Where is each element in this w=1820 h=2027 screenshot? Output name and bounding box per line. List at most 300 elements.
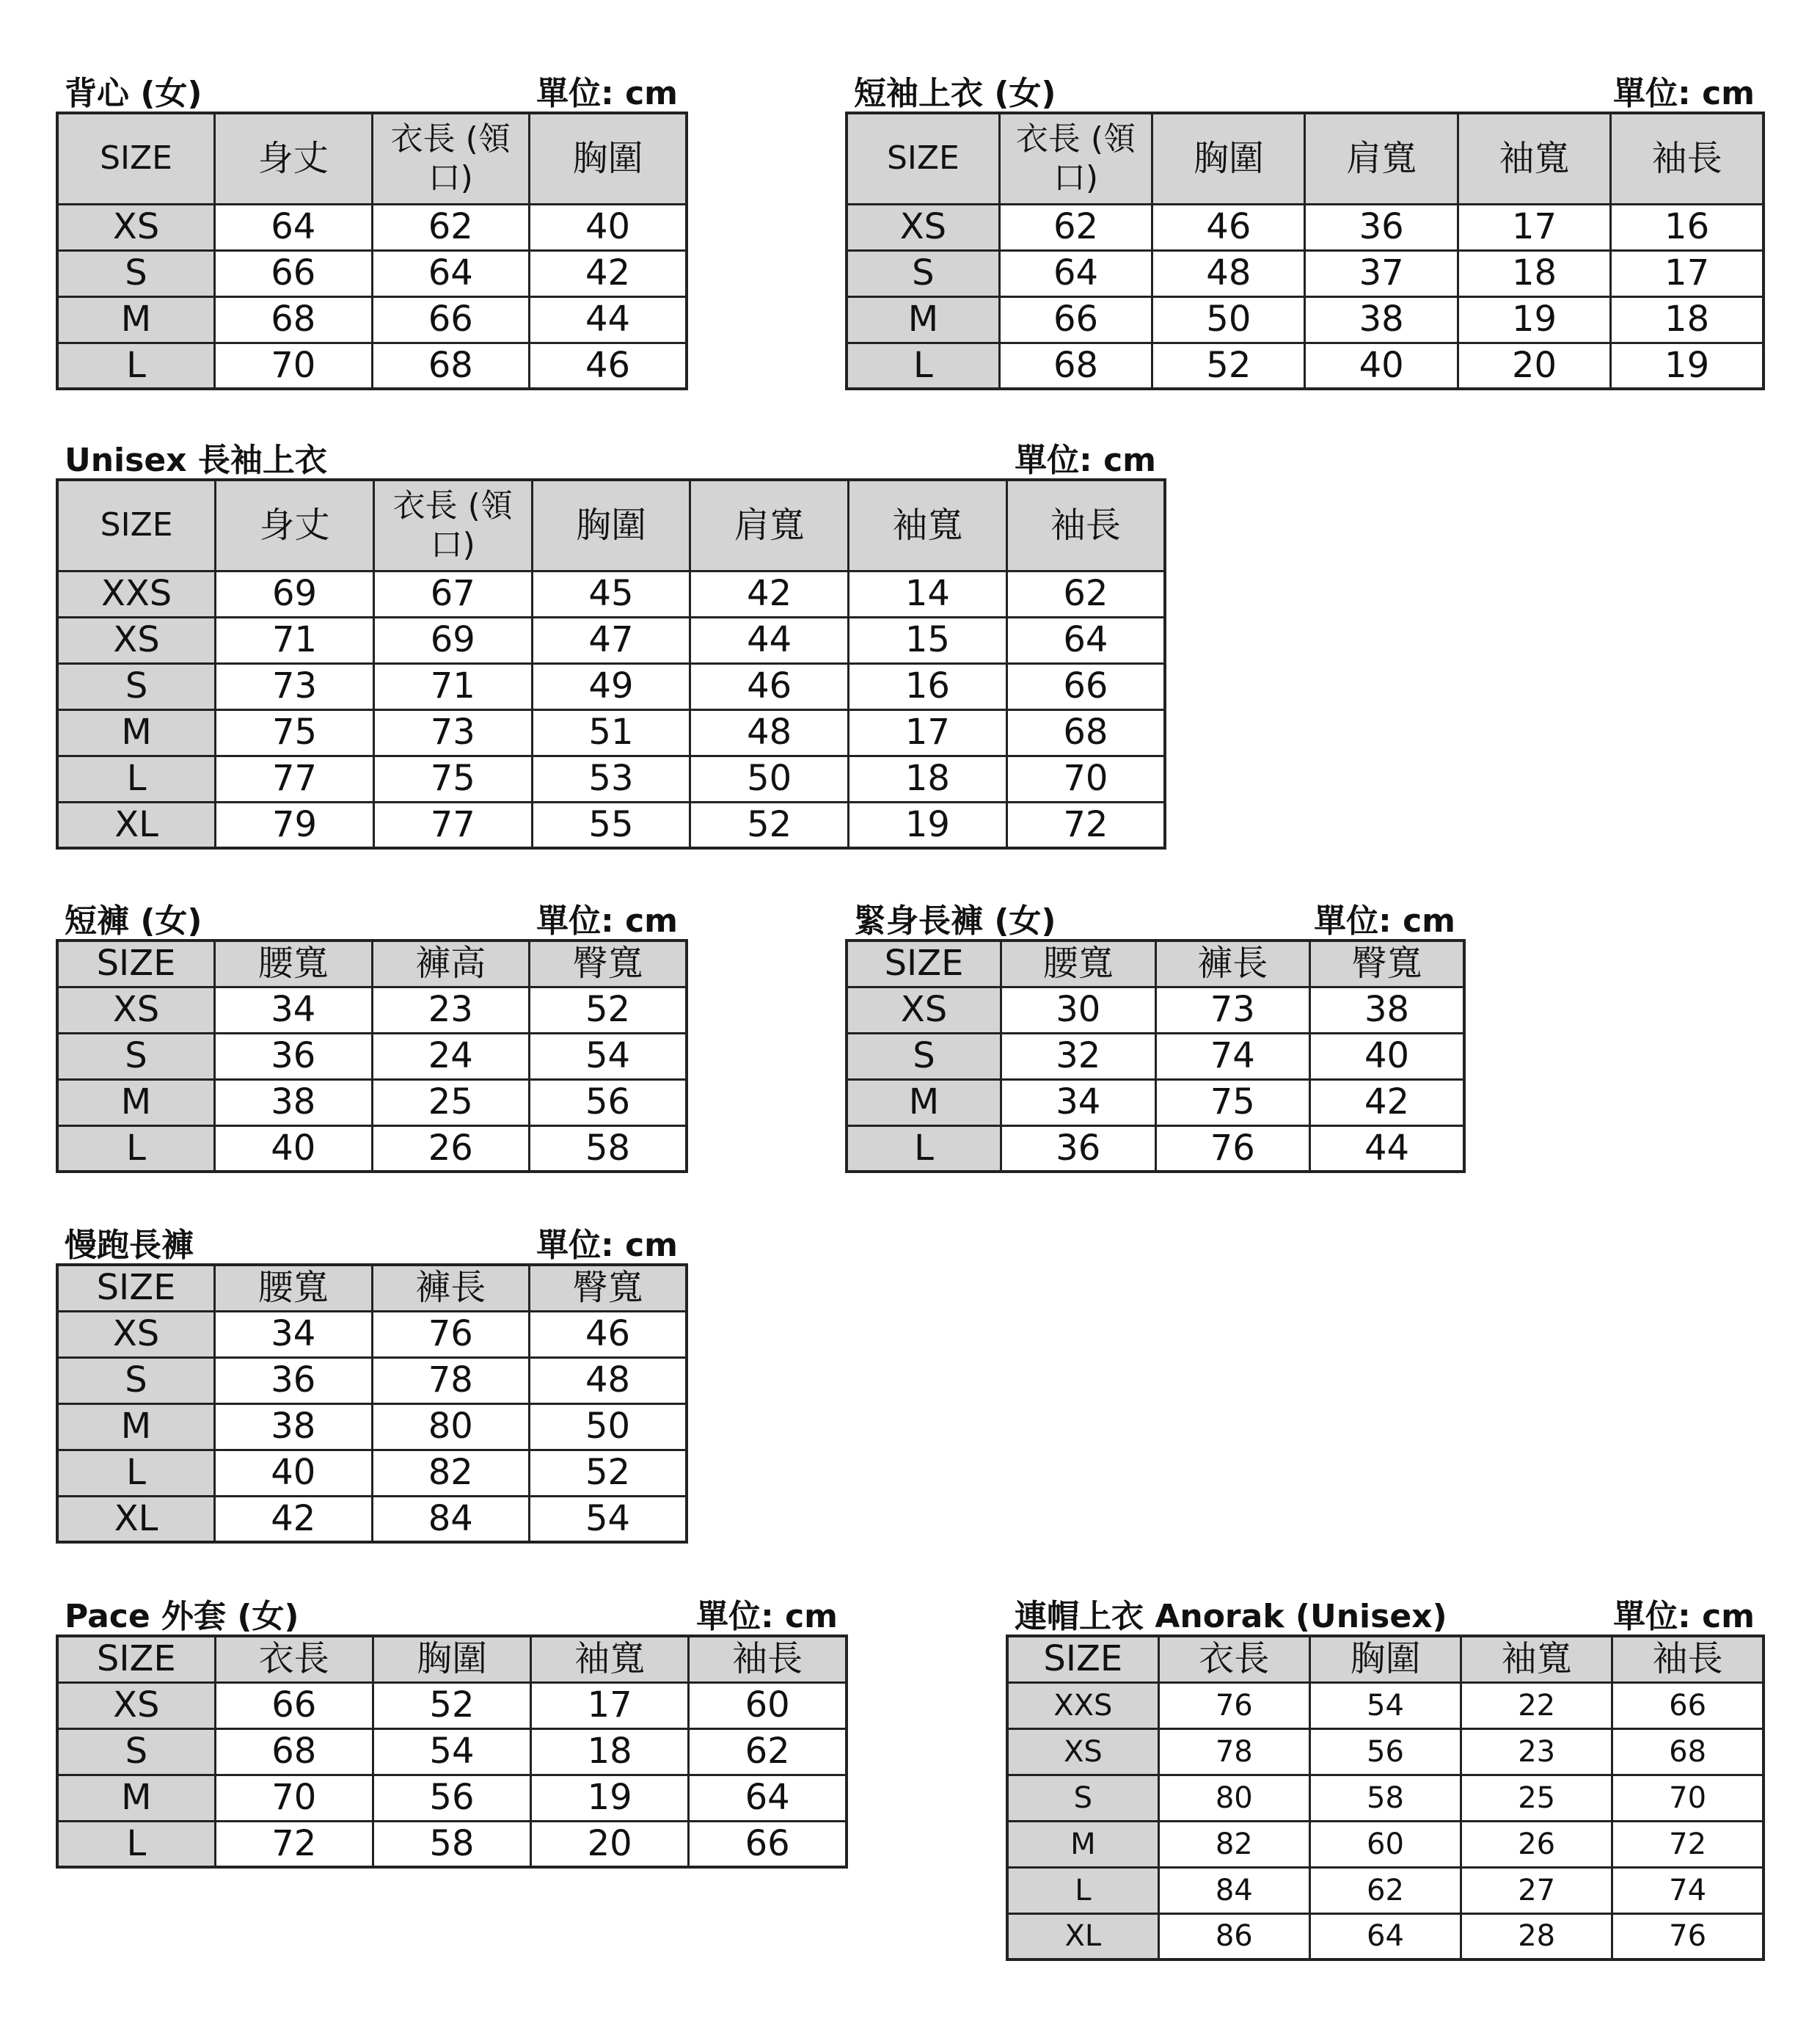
table-row: [57, 1682, 847, 1728]
measurement-cell: 64: [372, 250, 530, 296]
measurement-cell: 70: [215, 1775, 373, 1821]
column-header: 腰寬: [215, 1265, 373, 1311]
measurement-cell: 56: [530, 1079, 687, 1125]
column-header: 袖寬: [531, 1636, 689, 1682]
table-row: [57, 802, 1165, 848]
measurement-cell: 50: [1152, 296, 1305, 343]
measurement-cell: 46: [530, 343, 687, 389]
size-label-cell: XS: [847, 204, 999, 250]
table-heading: [845, 899, 1466, 939]
measurement-cell: 44: [530, 296, 687, 343]
measurement-cell: 16: [849, 663, 1007, 709]
size-label-cell: XS: [847, 987, 1001, 1033]
measurement-cell: 42: [530, 250, 687, 296]
measurement-cell: 58: [373, 1821, 530, 1867]
size-label-cell: XS: [57, 617, 216, 663]
measurement-cell: 71: [373, 663, 532, 709]
table-row: [57, 1450, 687, 1496]
column-header: 肩寬: [690, 480, 849, 571]
table-row: [57, 663, 1165, 709]
size-label-cell: XXS: [1007, 1682, 1158, 1728]
measurement-cell: 66: [1006, 663, 1165, 709]
size-label-cell: M: [57, 1403, 215, 1450]
measurement-cell: 70: [1612, 1775, 1764, 1821]
header-row: [57, 480, 1165, 571]
measurement-cell: 23: [1461, 1728, 1612, 1775]
measurement-cell: 76: [372, 1311, 530, 1357]
size-label-cell: M: [57, 1079, 215, 1125]
measurement-cell: 38: [215, 1079, 373, 1125]
measurement-cell: 45: [532, 571, 690, 617]
measurement-cell: 17: [849, 709, 1007, 756]
size-table-block: [845, 899, 1466, 1173]
table-title: Pace 外套 (女): [65, 1598, 299, 1635]
measurement-cell: 24: [372, 1033, 530, 1079]
column-header: 袖長: [1611, 113, 1764, 204]
header-row: [57, 1636, 847, 1682]
measurement-cell: 86: [1158, 1913, 1309, 1960]
size-label-cell: XL: [57, 1496, 215, 1542]
measurement-cell: 71: [216, 617, 374, 663]
measurement-cell: 76: [1155, 1125, 1310, 1172]
size-label-cell: L: [57, 343, 215, 389]
measurement-cell: 66: [372, 296, 530, 343]
size-column-header: SIZE: [57, 113, 215, 204]
measurement-cell: 40: [215, 1450, 373, 1496]
measurement-cell: 52: [1152, 343, 1305, 389]
measurement-cell: 84: [372, 1496, 530, 1542]
size-chart-table: [845, 112, 1765, 390]
measurement-cell: 28: [1461, 1913, 1612, 1960]
column-header: 身丈: [215, 113, 373, 204]
header-row: [1007, 1636, 1764, 1682]
measurement-cell: 51: [532, 709, 690, 756]
measurement-cell: 56: [373, 1775, 530, 1821]
measurement-cell: 40: [215, 1125, 373, 1172]
measurement-cell: 42: [215, 1496, 373, 1542]
measurement-cell: 74: [1155, 1033, 1310, 1079]
size-label-cell: S: [847, 250, 999, 296]
measurement-cell: 75: [1155, 1079, 1310, 1125]
measurement-cell: 40: [1305, 343, 1458, 389]
measurement-cell: 80: [1158, 1775, 1309, 1821]
header-row: [57, 113, 687, 204]
size-column-header: SIZE: [57, 1636, 215, 1682]
table-title: 慢跑長褲: [65, 1227, 194, 1264]
size-label-cell: L: [847, 1125, 1001, 1172]
table-heading: [56, 72, 688, 112]
measurement-cell: 72: [1612, 1821, 1764, 1867]
measurement-cell: 58: [1309, 1775, 1461, 1821]
size-chart-table: [56, 1635, 848, 1869]
size-label-cell: L: [57, 756, 216, 802]
size-label-cell: S: [57, 663, 216, 709]
measurement-cell: 80: [372, 1403, 530, 1450]
table-row: [57, 709, 1165, 756]
column-header: 袖長: [689, 1636, 847, 1682]
measurement-cell: 18: [849, 756, 1007, 802]
measurement-cell: 48: [690, 709, 849, 756]
measurement-cell: 76: [1158, 1682, 1309, 1728]
measurement-cell: 46: [530, 1311, 687, 1357]
measurement-cell: 46: [1152, 204, 1305, 250]
table-heading: [845, 72, 1765, 112]
table-row: [57, 987, 687, 1033]
measurement-cell: 78: [372, 1357, 530, 1403]
size-label-cell: XS: [57, 1682, 215, 1728]
size-column-header: SIZE: [57, 480, 216, 571]
table-heading: [56, 1224, 688, 1263]
measurement-cell: 79: [216, 802, 374, 848]
size-label-cell: M: [57, 296, 215, 343]
measurement-cell: 62: [999, 204, 1152, 250]
size-label-cell: S: [1007, 1775, 1158, 1821]
column-header: 臀寬: [530, 1265, 687, 1311]
column-header: 褲高: [372, 941, 530, 987]
measurement-cell: 64: [215, 204, 373, 250]
table-row: [1007, 1821, 1764, 1867]
measurement-cell: 36: [215, 1033, 373, 1079]
measurement-cell: 47: [532, 617, 690, 663]
measurement-cell: 18: [1611, 296, 1764, 343]
measurement-cell: 37: [1305, 250, 1458, 296]
measurement-cell: 17: [531, 1682, 689, 1728]
column-header: 肩寬: [1305, 113, 1458, 204]
measurement-cell: 68: [215, 296, 373, 343]
column-header: 袖長: [1006, 480, 1165, 571]
table-row: [847, 1079, 1464, 1125]
table-row: [57, 343, 687, 389]
table-row: [57, 1775, 847, 1821]
size-label-cell: S: [57, 1728, 215, 1775]
measurement-cell: 54: [1309, 1682, 1461, 1728]
size-table-block: [56, 439, 1166, 850]
measurement-cell: 68: [372, 343, 530, 389]
measurement-cell: 74: [1612, 1867, 1764, 1913]
size-table-block: [56, 899, 688, 1173]
measurement-cell: 62: [1006, 571, 1165, 617]
table-row: [57, 1311, 687, 1357]
measurement-cell: 30: [1001, 987, 1156, 1033]
column-header: 腰寬: [215, 941, 373, 987]
measurement-cell: 54: [530, 1496, 687, 1542]
measurement-cell: 52: [373, 1682, 530, 1728]
size-label-cell: M: [847, 1079, 1001, 1125]
size-chart-table: [56, 1263, 688, 1544]
measurement-cell: 73: [216, 663, 374, 709]
measurement-cell: 44: [1310, 1125, 1465, 1172]
measurement-cell: 82: [372, 1450, 530, 1496]
column-header: 衣長 (領口): [999, 113, 1152, 204]
size-chart-table: [56, 478, 1166, 850]
size-column-header: SIZE: [847, 941, 1001, 987]
size-column-header: SIZE: [57, 941, 215, 987]
size-label-cell: L: [57, 1821, 215, 1867]
measurement-cell: 38: [1310, 987, 1465, 1033]
table-row: [847, 204, 1764, 250]
measurement-cell: 64: [1309, 1913, 1461, 1960]
measurement-cell: 40: [530, 204, 687, 250]
measurement-cell: 72: [1006, 802, 1165, 848]
measurement-cell: 20: [531, 1821, 689, 1867]
measurement-cell: 62: [1309, 1867, 1461, 1913]
measurement-cell: 25: [1461, 1775, 1612, 1821]
measurement-cell: 56: [1309, 1728, 1461, 1775]
column-header: 胸圍: [1152, 113, 1305, 204]
table-title: 短褲 (女): [65, 902, 202, 940]
measurement-cell: 16: [1611, 204, 1764, 250]
table-row: [57, 571, 1165, 617]
measurement-cell: 64: [689, 1775, 847, 1821]
column-header: 身丈: [216, 480, 374, 571]
size-table-block: [56, 72, 688, 390]
size-label-cell: XS: [57, 204, 215, 250]
table-row: [1007, 1867, 1764, 1913]
measurement-cell: 15: [849, 617, 1007, 663]
size-label-cell: XS: [57, 1311, 215, 1357]
measurement-cell: 70: [215, 343, 373, 389]
size-label-cell: XL: [57, 802, 216, 848]
size-column-header: SIZE: [847, 113, 999, 204]
measurement-cell: 32: [1001, 1033, 1156, 1079]
size-label-cell: XS: [1007, 1728, 1158, 1775]
table-row: [57, 1403, 687, 1450]
measurement-cell: 75: [373, 756, 532, 802]
measurement-cell: 17: [1458, 204, 1610, 250]
measurement-cell: 18: [1458, 250, 1610, 296]
table-row: [1007, 1775, 1764, 1821]
table-heading: [1006, 1595, 1765, 1635]
measurement-cell: 42: [1310, 1079, 1465, 1125]
measurement-cell: 54: [373, 1728, 530, 1775]
table-row: [847, 296, 1764, 343]
measurement-cell: 72: [215, 1821, 373, 1867]
column-header: 袖寬: [1458, 113, 1610, 204]
measurement-cell: 62: [689, 1728, 847, 1775]
table-row: [1007, 1913, 1764, 1960]
measurement-cell: 67: [373, 571, 532, 617]
measurement-cell: 34: [215, 1311, 373, 1357]
size-label-cell: XL: [1007, 1913, 1158, 1960]
measurement-cell: 60: [1309, 1821, 1461, 1867]
column-header: 胸圍: [530, 113, 687, 204]
measurement-cell: 66: [689, 1821, 847, 1867]
table-row: [57, 1496, 687, 1542]
column-header: 衣長 (領口): [372, 113, 530, 204]
size-chart-table: [56, 112, 688, 390]
measurement-cell: 55: [532, 802, 690, 848]
measurement-cell: 73: [1155, 987, 1310, 1033]
measurement-cell: 38: [215, 1403, 373, 1450]
size-label-cell: S: [847, 1033, 1001, 1079]
measurement-cell: 48: [530, 1357, 687, 1403]
unit-label: 單位: cm: [696, 1598, 838, 1635]
size-label-cell: S: [57, 1357, 215, 1403]
column-header: 胸圍: [1309, 1636, 1461, 1682]
size-label-cell: S: [57, 1033, 215, 1079]
measurement-cell: 77: [373, 802, 532, 848]
measurement-cell: 50: [690, 756, 849, 802]
size-table-block: [845, 72, 1765, 390]
table-row: [57, 1357, 687, 1403]
measurement-cell: 46: [690, 663, 849, 709]
table-row: [847, 987, 1464, 1033]
header-row: [847, 113, 1764, 204]
header-row: [57, 1265, 687, 1311]
table-row: [847, 343, 1764, 389]
measurement-cell: 48: [1152, 250, 1305, 296]
header-row: [847, 941, 1464, 987]
measurement-cell: 82: [1158, 1821, 1309, 1867]
size-label-cell: XS: [57, 987, 215, 1033]
table-row: [57, 1728, 847, 1775]
measurement-cell: 18: [531, 1728, 689, 1775]
measurement-cell: 68: [1612, 1728, 1764, 1775]
column-header: 袖寬: [1461, 1636, 1612, 1682]
measurement-cell: 77: [216, 756, 374, 802]
table-row: [57, 250, 687, 296]
table-heading: [56, 1595, 848, 1635]
measurement-cell: 25: [372, 1079, 530, 1125]
unit-label: 單位: cm: [536, 75, 678, 112]
table-row: [57, 617, 1165, 663]
table-row: [57, 1125, 687, 1172]
size-label-cell: L: [57, 1450, 215, 1496]
measurement-cell: 66: [1612, 1682, 1764, 1728]
measurement-cell: 26: [1461, 1821, 1612, 1867]
measurement-cell: 62: [372, 204, 530, 250]
table-row: [57, 1821, 847, 1867]
measurement-cell: 34: [215, 987, 373, 1033]
size-label-cell: M: [57, 1775, 215, 1821]
size-table-block: [56, 1595, 848, 1869]
measurement-cell: 17: [1611, 250, 1764, 296]
size-chart-table: [845, 939, 1466, 1173]
table-row: [57, 1033, 687, 1079]
table-heading: [56, 899, 688, 939]
column-header: 腰寬: [1001, 941, 1156, 987]
column-header: 袖寬: [849, 480, 1007, 571]
measurement-cell: 36: [1001, 1125, 1156, 1172]
size-label-cell: M: [57, 709, 216, 756]
column-header: 衣長: [215, 1636, 373, 1682]
measurement-cell: 68: [999, 343, 1152, 389]
measurement-cell: 66: [999, 296, 1152, 343]
column-header: 胸圍: [373, 1636, 530, 1682]
unit-label: 單位: cm: [536, 902, 678, 940]
size-chart-table: [56, 939, 688, 1173]
column-header: 袖長: [1612, 1636, 1764, 1682]
measurement-cell: 52: [530, 1450, 687, 1496]
measurement-cell: 36: [215, 1357, 373, 1403]
column-header: 褲長: [372, 1265, 530, 1311]
measurement-cell: 84: [1158, 1867, 1309, 1913]
measurement-cell: 76: [1612, 1913, 1764, 1960]
measurement-cell: 40: [1310, 1033, 1465, 1079]
measurement-cell: 52: [530, 987, 687, 1033]
table-title: 緊身長褲 (女): [854, 902, 1056, 940]
size-column-header: SIZE: [1007, 1636, 1158, 1682]
measurement-cell: 26: [372, 1125, 530, 1172]
size-label-cell: XXS: [57, 571, 216, 617]
measurement-cell: 38: [1305, 296, 1458, 343]
size-label-cell: M: [847, 296, 999, 343]
measurement-cell: 36: [1305, 204, 1458, 250]
column-header: 褲長: [1155, 941, 1310, 987]
measurement-cell: 50: [530, 1403, 687, 1450]
table-row: [57, 296, 687, 343]
unit-label: 單位: cm: [1015, 442, 1156, 479]
measurement-cell: 19: [531, 1775, 689, 1821]
measurement-cell: 49: [532, 663, 690, 709]
table-row: [57, 756, 1165, 802]
table-row: [1007, 1728, 1764, 1775]
measurement-cell: 60: [689, 1682, 847, 1728]
table-row: [847, 1033, 1464, 1079]
measurement-cell: 42: [690, 571, 849, 617]
measurement-cell: 78: [1158, 1728, 1309, 1775]
measurement-cell: 66: [215, 250, 373, 296]
size-chart-table: [1006, 1635, 1765, 1961]
column-header: 衣長 (領口): [373, 480, 532, 571]
measurement-cell: 52: [690, 802, 849, 848]
column-header: 衣長: [1158, 1636, 1309, 1682]
measurement-cell: 19: [849, 802, 1007, 848]
table-title: 連帽上衣 Anorak (Unisex): [1015, 1598, 1447, 1635]
table-title: 短袖上衣 (女): [854, 75, 1056, 112]
size-label-cell: S: [57, 250, 215, 296]
measurement-cell: 22: [1461, 1682, 1612, 1728]
measurement-cell: 64: [999, 250, 1152, 296]
column-header: 胸圍: [532, 480, 690, 571]
size-label-cell: M: [1007, 1821, 1158, 1867]
measurement-cell: 44: [690, 617, 849, 663]
measurement-cell: 75: [216, 709, 374, 756]
measurement-cell: 14: [849, 571, 1007, 617]
measurement-cell: 19: [1458, 296, 1610, 343]
column-header: 臀寬: [1310, 941, 1465, 987]
table-row: [847, 250, 1764, 296]
measurement-cell: 19: [1611, 343, 1764, 389]
measurement-cell: 66: [215, 1682, 373, 1728]
measurement-cell: 69: [216, 571, 374, 617]
table-title: Unisex 長袖上衣: [65, 442, 327, 479]
table-title: 背心 (女): [65, 75, 202, 112]
size-table-block: [56, 1224, 688, 1544]
measurement-cell: 58: [530, 1125, 687, 1172]
measurement-cell: 64: [1006, 617, 1165, 663]
size-label-cell: L: [847, 343, 999, 389]
measurement-cell: 68: [1006, 709, 1165, 756]
measurement-cell: 54: [530, 1033, 687, 1079]
measurement-cell: 23: [372, 987, 530, 1033]
measurement-cell: 27: [1461, 1867, 1612, 1913]
column-header: 臀寬: [530, 941, 687, 987]
table-row: [57, 204, 687, 250]
measurement-cell: 70: [1006, 756, 1165, 802]
header-row: [57, 941, 687, 987]
unit-label: 單位: cm: [1613, 75, 1755, 112]
table-row: [57, 1079, 687, 1125]
measurement-cell: 68: [215, 1728, 373, 1775]
measurement-cell: 73: [373, 709, 532, 756]
unit-label: 單位: cm: [536, 1227, 678, 1264]
unit-label: 單位: cm: [1314, 902, 1455, 940]
measurement-cell: 69: [373, 617, 532, 663]
measurement-cell: 34: [1001, 1079, 1156, 1125]
size-label-cell: L: [1007, 1867, 1158, 1913]
size-table-block: [1006, 1595, 1765, 1961]
